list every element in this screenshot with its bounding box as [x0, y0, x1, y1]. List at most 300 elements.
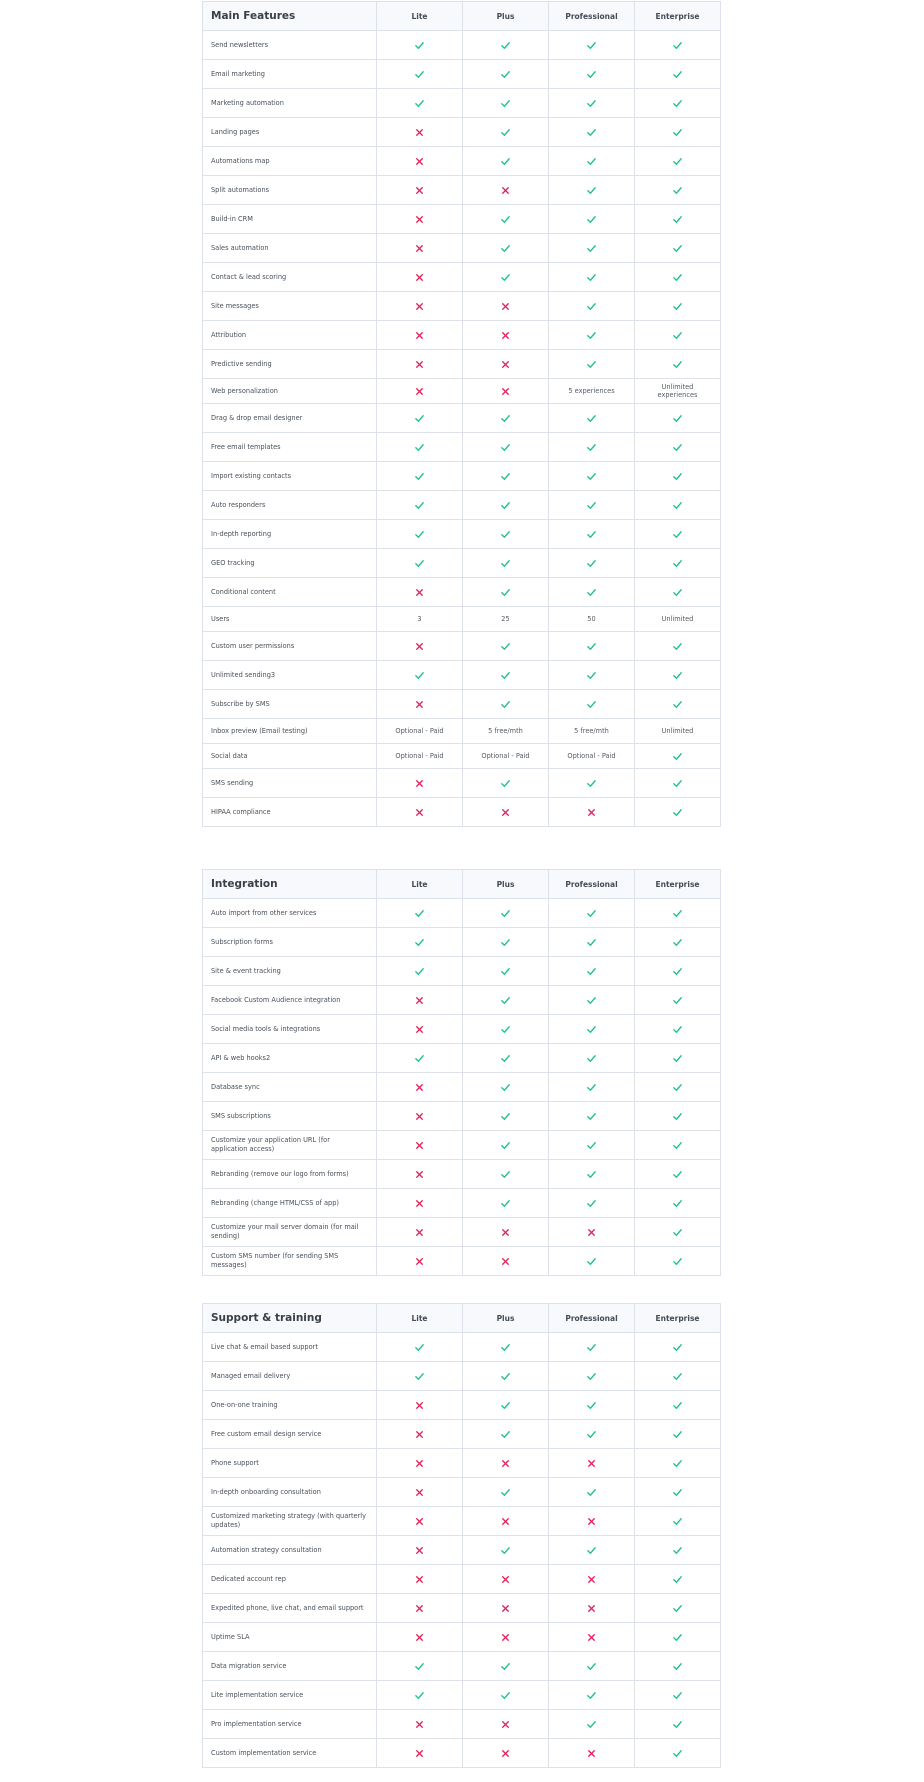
plan-cell-enterprise [635, 176, 721, 205]
table-row [203, 1015, 721, 1044]
plan-cell-enterprise [635, 404, 721, 433]
table-row [203, 1073, 721, 1102]
feature-name: Unlimited sending3 [203, 661, 377, 690]
check-icon [586, 214, 597, 225]
cross-icon [500, 185, 511, 196]
plan-cell-lite [377, 1247, 463, 1276]
plan-cell-plus [463, 321, 549, 350]
check-icon [672, 442, 683, 453]
cross-icon [414, 127, 425, 138]
plan-cell-professional [549, 1449, 635, 1478]
check-icon [586, 1545, 597, 1556]
plan-cell-plus [463, 491, 549, 520]
table-row [203, 263, 721, 292]
feature-name: Data migration service [203, 1652, 377, 1681]
cross-icon [586, 1458, 597, 1469]
table-row [203, 1102, 721, 1131]
feature-name: Dedicated account rep [203, 1565, 377, 1594]
cross-icon [500, 330, 511, 341]
plan-cell-lite [377, 118, 463, 147]
plan-cell-plus [463, 1218, 549, 1247]
plan-cell-enterprise [635, 292, 721, 321]
plan-value-enterprise: Unlimited [635, 607, 721, 632]
check-icon [586, 1111, 597, 1122]
plan-cell-lite [377, 632, 463, 661]
section-title: Integration [203, 870, 377, 899]
cross-icon [500, 1632, 511, 1643]
check-icon [586, 1198, 597, 1209]
feature-name: SMS sending [203, 769, 377, 798]
plan-cell-lite [377, 1362, 463, 1391]
check-icon [586, 1169, 597, 1180]
plan-cell-professional [549, 1362, 635, 1391]
feature-name: Lite implementation service [203, 1681, 377, 1710]
plan-cell-lite [377, 433, 463, 462]
check-icon [672, 301, 683, 312]
check-icon [414, 98, 425, 109]
check-icon [586, 442, 597, 453]
check-icon [414, 558, 425, 569]
plan-cell-professional [549, 1623, 635, 1652]
check-icon [500, 243, 511, 254]
check-icon [586, 69, 597, 80]
feature-name: Pro implementation service [203, 1710, 377, 1739]
plan-cell-plus [463, 1623, 549, 1652]
table-row [203, 379, 721, 404]
check-icon [672, 69, 683, 80]
plan-value-professional: Optional - Paid [549, 744, 635, 769]
check-icon [500, 1545, 511, 1556]
feature-name: Email marketing [203, 60, 377, 89]
check-icon [414, 1371, 425, 1382]
plan-header-professional: Professional [549, 870, 635, 899]
plan-cell-enterprise [635, 744, 721, 769]
plan-cell-plus [463, 928, 549, 957]
plan-cell-enterprise [635, 1420, 721, 1449]
check-icon [586, 1256, 597, 1267]
check-icon [672, 1111, 683, 1122]
check-icon [414, 1690, 425, 1701]
plan-cell-plus [463, 205, 549, 234]
cross-icon [500, 386, 511, 397]
check-icon [672, 966, 683, 977]
plan-cell-plus [463, 986, 549, 1015]
check-icon [500, 413, 511, 424]
plan-cell-professional [549, 263, 635, 292]
plan-cell-plus [463, 1739, 549, 1768]
table-row [203, 1623, 721, 1652]
check-icon [586, 558, 597, 569]
plan-cell-lite [377, 1623, 463, 1652]
cross-icon [586, 1603, 597, 1614]
plan-cell-lite [377, 205, 463, 234]
plan-cell-plus [463, 31, 549, 60]
table-row [203, 578, 721, 607]
check-icon [672, 471, 683, 482]
cross-icon [414, 1140, 425, 1151]
table-row [203, 433, 721, 462]
cross-icon [500, 807, 511, 818]
plan-cell-professional [549, 491, 635, 520]
check-icon [586, 1400, 597, 1411]
table-row [203, 1044, 721, 1073]
feature-name: Automations map [203, 147, 377, 176]
table-header-row [203, 2, 721, 31]
plan-cell-plus [463, 1044, 549, 1073]
feature-name: Custom user permissions [203, 632, 377, 661]
plan-cell-enterprise [635, 1073, 721, 1102]
plan-cell-enterprise [635, 1507, 721, 1536]
cross-icon [414, 1024, 425, 1035]
check-icon [500, 966, 511, 977]
feature-name: Social media tools & integrations [203, 1015, 377, 1044]
plan-cell-plus [463, 1594, 549, 1623]
check-icon [672, 778, 683, 789]
cross-icon [586, 807, 597, 818]
check-icon [500, 1429, 511, 1440]
table-row [203, 292, 721, 321]
plan-cell-plus [463, 1015, 549, 1044]
plan-cell-enterprise [635, 1710, 721, 1739]
plan-cell-enterprise [635, 1333, 721, 1362]
cross-icon [500, 301, 511, 312]
plan-cell-professional [549, 234, 635, 263]
feature-name: Marketing automation [203, 89, 377, 118]
plan-value-professional: 50 [549, 607, 635, 632]
plan-cell-lite [377, 176, 463, 205]
check-icon [586, 185, 597, 196]
feature-name: Custom SMS number (for sending SMS messages) [203, 1247, 377, 1276]
table-row [203, 719, 721, 744]
plan-cell-lite [377, 661, 463, 690]
check-icon [414, 937, 425, 948]
check-icon [672, 1719, 683, 1730]
feature-name: Social data [203, 744, 377, 769]
cross-icon [500, 359, 511, 370]
plan-cell-plus [463, 798, 549, 827]
check-icon [500, 1371, 511, 1382]
cross-icon [414, 1458, 425, 1469]
check-icon [500, 127, 511, 138]
feature-name: In-depth reporting [203, 520, 377, 549]
table-row [203, 205, 721, 234]
plan-cell-lite [377, 1420, 463, 1449]
check-icon [500, 471, 511, 482]
check-icon [672, 1371, 683, 1382]
check-icon [414, 670, 425, 681]
check-icon [586, 127, 597, 138]
plan-cell-lite [377, 1102, 463, 1131]
check-icon [414, 908, 425, 919]
plan-cell-lite [377, 1449, 463, 1478]
plan-cell-professional [549, 986, 635, 1015]
plan-value-lite: 3 [377, 607, 463, 632]
feature-name: Conditional content [203, 578, 377, 607]
plan-cell-enterprise [635, 1015, 721, 1044]
cross-icon [414, 1632, 425, 1643]
plan-cell-enterprise [635, 661, 721, 690]
plan-cell-lite [377, 1594, 463, 1623]
table-row [203, 1449, 721, 1478]
plan-value-enterprise: Unlimited experiences [635, 379, 721, 404]
plan-cell-professional [549, 1131, 635, 1160]
check-icon [672, 156, 683, 167]
plan-cell-lite [377, 263, 463, 292]
check-icon [672, 127, 683, 138]
feature-name: Send newsletters [203, 31, 377, 60]
check-icon [500, 1342, 511, 1353]
plan-cell-professional [549, 1218, 635, 1247]
plan-cell-plus [463, 661, 549, 690]
table-row [203, 1160, 721, 1189]
check-icon [672, 1661, 683, 1672]
plan-cell-lite [377, 578, 463, 607]
cross-icon [414, 1082, 425, 1093]
check-icon [672, 1632, 683, 1643]
plan-cell-plus [463, 1478, 549, 1507]
table-row [203, 1478, 721, 1507]
plan-cell-plus [463, 462, 549, 491]
check-icon [586, 1371, 597, 1382]
plan-cell-lite [377, 769, 463, 798]
section-title: Support & training [203, 1304, 377, 1333]
plan-cell-enterprise [635, 234, 721, 263]
plan-cell-plus [463, 234, 549, 263]
check-icon [586, 1140, 597, 1151]
plan-cell-lite [377, 957, 463, 986]
feature-name: Build-in CRM [203, 205, 377, 234]
plan-cell-lite [377, 1073, 463, 1102]
check-icon [672, 1429, 683, 1440]
plan-cell-lite [377, 1739, 463, 1768]
check-icon [586, 243, 597, 254]
section-title: Main Features [203, 2, 377, 31]
table-row [203, 176, 721, 205]
feature-name: Auto import from other services [203, 899, 377, 928]
check-icon [586, 40, 597, 51]
plan-value-professional: 5 free/mth [549, 719, 635, 744]
check-icon [586, 1429, 597, 1440]
plan-cell-professional [549, 1739, 635, 1768]
check-icon [672, 1140, 683, 1151]
plan-cell-enterprise [635, 769, 721, 798]
plan-cell-professional [549, 1507, 635, 1536]
check-icon [586, 471, 597, 482]
check-icon [586, 529, 597, 540]
check-icon [500, 908, 511, 919]
check-icon [500, 1487, 511, 1498]
plan-cell-professional [549, 928, 635, 957]
feature-name: Customize your application URL (for application access) [203, 1131, 377, 1160]
table-row [203, 60, 721, 89]
comparison-table-integration [202, 869, 721, 1276]
cross-icon [414, 699, 425, 710]
cross-icon [414, 807, 425, 818]
plan-cell-plus [463, 1710, 549, 1739]
table-row [203, 1681, 721, 1710]
cross-icon [414, 778, 425, 789]
plan-cell-enterprise [635, 1623, 721, 1652]
plan-cell-plus [463, 1247, 549, 1276]
feature-name: Uptime SLA [203, 1623, 377, 1652]
cross-icon [586, 1227, 597, 1238]
plan-cell-lite [377, 1565, 463, 1594]
feature-name: One-on-one training [203, 1391, 377, 1420]
table-row [203, 769, 721, 798]
plan-header-plus: Plus [463, 2, 549, 31]
plan-cell-professional [549, 1652, 635, 1681]
table-row [203, 661, 721, 690]
plan-cell-plus [463, 89, 549, 118]
plan-cell-enterprise [635, 1102, 721, 1131]
plan-cell-professional [549, 147, 635, 176]
plan-cell-professional [549, 549, 635, 578]
cross-icon [500, 1458, 511, 1469]
feature-name: Split automations [203, 176, 377, 205]
cross-icon [586, 1516, 597, 1527]
check-icon [500, 272, 511, 283]
feature-name: Import existing contacts [203, 462, 377, 491]
plan-cell-lite [377, 1160, 463, 1189]
plan-cell-enterprise [635, 433, 721, 462]
check-icon [586, 156, 597, 167]
check-icon [500, 500, 511, 511]
plan-cell-enterprise [635, 632, 721, 661]
check-icon [672, 807, 683, 818]
table-row [203, 321, 721, 350]
check-icon [500, 442, 511, 453]
check-icon [672, 1545, 683, 1556]
plan-cell-enterprise [635, 1594, 721, 1623]
plan-cell-lite [377, 350, 463, 379]
feature-name: Attribution [203, 321, 377, 350]
plan-cell-enterprise [635, 147, 721, 176]
plan-cell-lite [377, 520, 463, 549]
feature-name: Expedited phone, live chat, and email support [203, 1594, 377, 1623]
check-icon [586, 1024, 597, 1035]
plan-cell-plus [463, 957, 549, 986]
check-icon [500, 587, 511, 598]
table-row [203, 404, 721, 433]
plan-cell-plus [463, 1420, 549, 1449]
cross-icon [414, 1111, 425, 1122]
plan-cell-lite [377, 31, 463, 60]
check-icon [586, 699, 597, 710]
check-icon [672, 908, 683, 919]
cross-icon [500, 1603, 511, 1614]
table-row [203, 549, 721, 578]
plan-cell-plus [463, 769, 549, 798]
feature-name: Custom implementation service [203, 1739, 377, 1768]
plan-value-lite: Optional - Paid [377, 744, 463, 769]
check-icon [672, 1256, 683, 1267]
cross-icon [414, 1603, 425, 1614]
plan-cell-lite [377, 1391, 463, 1420]
table-row [203, 491, 721, 520]
plan-cell-enterprise [635, 798, 721, 827]
feature-name: In-depth onboarding consultation [203, 1478, 377, 1507]
plan-cell-enterprise [635, 1044, 721, 1073]
cross-icon [500, 1516, 511, 1527]
check-icon [500, 69, 511, 80]
plan-cell-plus [463, 1102, 549, 1131]
table-row [203, 1391, 721, 1420]
check-icon [500, 995, 511, 1006]
plan-cell-professional [549, 899, 635, 928]
plan-cell-professional [549, 1536, 635, 1565]
plan-cell-enterprise [635, 1652, 721, 1681]
plan-cell-plus [463, 520, 549, 549]
check-icon [672, 937, 683, 948]
check-icon [500, 1198, 511, 1209]
table-row [203, 350, 721, 379]
plan-value-lite: Optional - Paid [377, 719, 463, 744]
plan-cell-enterprise [635, 1565, 721, 1594]
plan-cell-lite [377, 1681, 463, 1710]
plan-header-plus: Plus [463, 870, 549, 899]
plan-cell-plus [463, 433, 549, 462]
plan-cell-lite [377, 1333, 463, 1362]
cross-icon [414, 156, 425, 167]
cross-icon [586, 1632, 597, 1643]
feature-name: Users [203, 607, 377, 632]
plan-cell-professional [549, 632, 635, 661]
plan-cell-plus [463, 1391, 549, 1420]
plan-cell-lite [377, 89, 463, 118]
cross-icon [414, 1198, 425, 1209]
plan-header-enterprise: Enterprise [635, 1304, 721, 1333]
plan-cell-professional [549, 205, 635, 234]
check-icon [672, 1487, 683, 1498]
check-icon [414, 40, 425, 51]
plan-cell-plus [463, 350, 549, 379]
cross-icon [414, 587, 425, 598]
table-row [203, 1362, 721, 1391]
plan-cell-professional [549, 292, 635, 321]
plan-cell-enterprise [635, 31, 721, 60]
plan-cell-plus [463, 292, 549, 321]
check-icon [586, 1053, 597, 1064]
plan-cell-plus [463, 147, 549, 176]
plan-header-plus: Plus [463, 1304, 549, 1333]
plan-cell-enterprise [635, 1739, 721, 1768]
plan-cell-enterprise [635, 578, 721, 607]
feature-name: Site & event tracking [203, 957, 377, 986]
plan-cell-enterprise [635, 1218, 721, 1247]
cross-icon [414, 641, 425, 652]
table-row [203, 1247, 721, 1276]
check-icon [500, 1053, 511, 1064]
plan-cell-professional [549, 578, 635, 607]
plan-cell-professional [549, 1015, 635, 1044]
check-icon [586, 908, 597, 919]
check-icon [500, 1400, 511, 1411]
check-icon [586, 330, 597, 341]
plan-cell-lite [377, 234, 463, 263]
check-icon [672, 995, 683, 1006]
feature-name: Inbox preview (Email testing) [203, 719, 377, 744]
feature-name: API & web hooks2 [203, 1044, 377, 1073]
plan-cell-lite [377, 1218, 463, 1247]
check-icon [586, 272, 597, 283]
check-icon [672, 558, 683, 569]
cross-icon [414, 995, 425, 1006]
check-icon [500, 40, 511, 51]
plan-cell-professional [549, 1044, 635, 1073]
check-icon [672, 1603, 683, 1614]
plan-cell-lite [377, 462, 463, 491]
plan-cell-enterprise [635, 549, 721, 578]
